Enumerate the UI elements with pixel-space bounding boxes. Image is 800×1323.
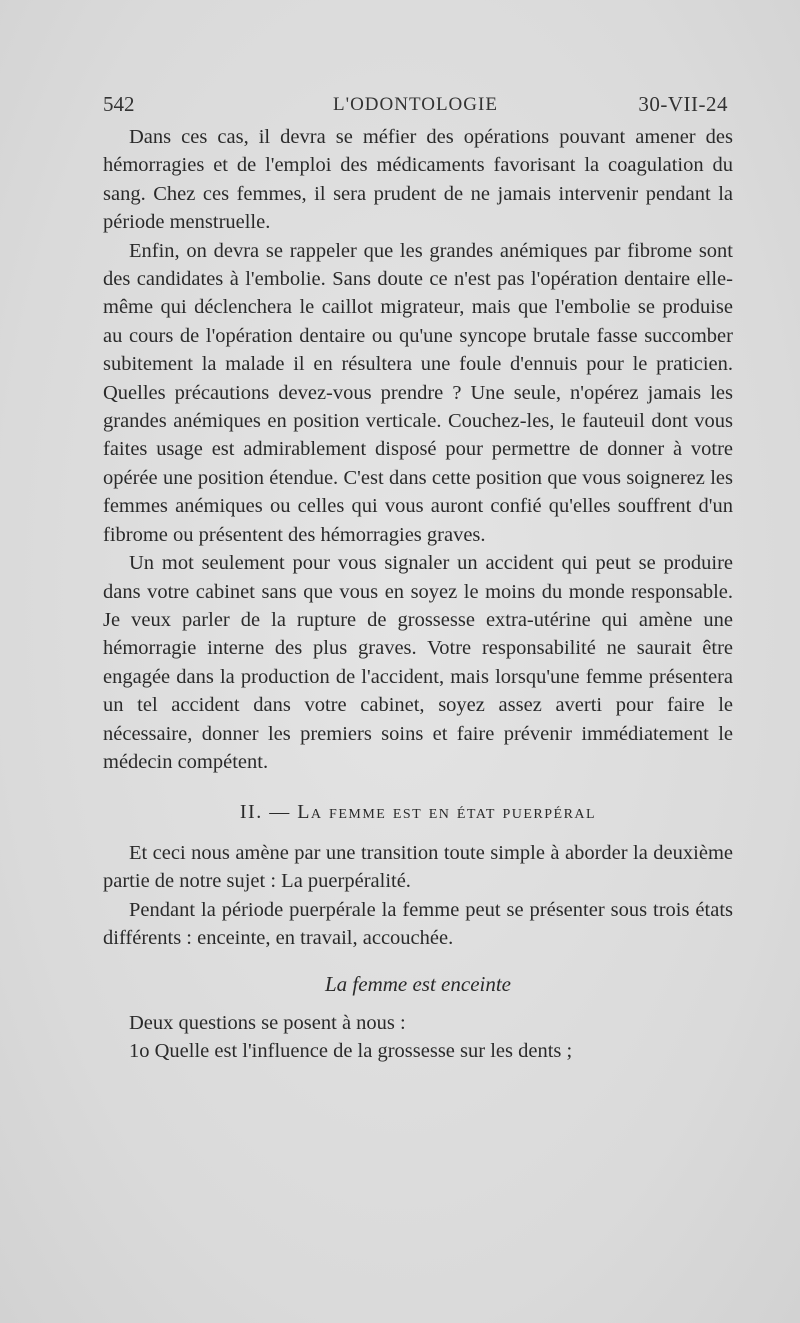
paragraph: Et ceci nous amène par une transition toute simple à aborder la deuxième partie de notre sujet : La puerpéralité. <box>103 841 733 893</box>
paragraph: Deux questions se posent à nous : <box>129 1011 406 1034</box>
paragraph: Enfin, on devra se rappeler que les grandes anémiques par fibrome sont des candidates à l'embolie. Sans doute ce n'est pas l'opération dentaire elle-même qui déclenchera le caillot migrateur, mais que l'embolie se produise au cours de l'opération dentaire ou qu'une syncope brutale fasse succomber subitement la malade il en résultera une foule d'ennuis pour le praticien. Quelles précautions devez-vous prendre ? Une seule, n'opérez jamais les grandes anémiques en position verticale. Couchez-les, le fauteuil dont vous faites usage est admirablement disposé pour permettre de donner à votre opérée une position étendue. C'est dans cette position que vous soignerez les femmes anémiques ou celles qui vous auront confié qu'elles souffrent d'un fibrome ou présentent des hémorragies graves. <box>103 239 733 546</box>
paragraph: Pendant la période puerpérale la femme peut se présenter sous trois états différents : enceinte, en travail, accouchée. <box>103 898 733 949</box>
issue-date: 30-VII-24 <box>638 92 728 116</box>
paragraph: Dans ces cas, il devra se méfier des opérations pouvant amener des hémorragies et de l'emploi des médicaments favorisant la coagulation du sang. Chez ces femmes, il sera prudent de ne jamais intervenir pendant la période menstruelle. <box>103 126 733 234</box>
body-text <box>103 123 733 1066</box>
journal-title: L'ODONTOLOGIE <box>333 94 498 115</box>
page-number: 542 <box>103 92 135 116</box>
paragraph: Un mot seulement pour vous signaler un accident qui peut se produire dans votre cabinet sans que vous en soyez le moins du monde responsable. Je veux parler de la rupture de grossesse extra-utérine qui amène une hémorragie interne des plus graves. Votre responsabilité ne saurait être engagée dans la production de l'accident, mais lorsqu'une femme présentera un tel accident dans votre cabinet, soyez assez averti pour faire le nécessaire, donner les premiers soins et faire prévenir immédiatement le médecin compétent. <box>103 552 733 773</box>
list-item: 1o Quelle est l'influence de la grossesse sur les dents ; <box>129 1040 573 1063</box>
running-header <box>103 92 728 122</box>
subsection-heading: La femme est enceinte <box>324 972 512 997</box>
section-heading: II. — La femme est en état puerpéral <box>239 801 597 824</box>
